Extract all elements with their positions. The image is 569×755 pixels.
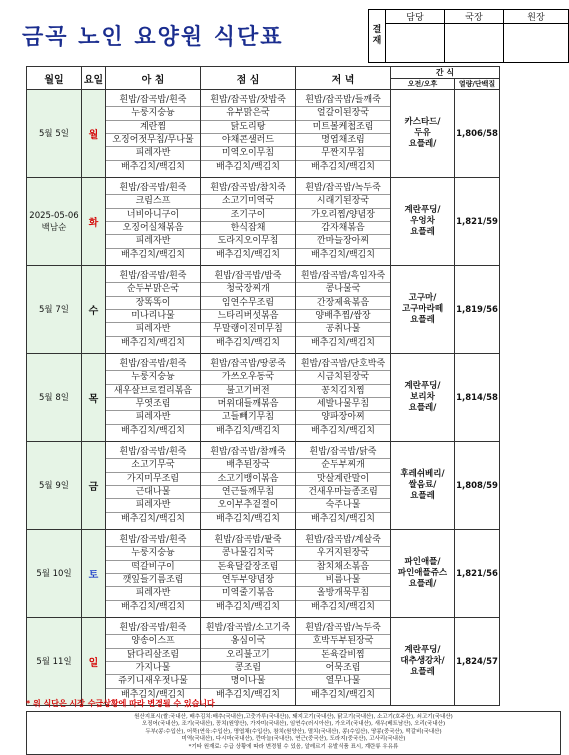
menu-item: 누룽지숭늉 (106, 107, 200, 120)
approval-sign-staff (386, 24, 445, 63)
lunch-menu (201, 618, 296, 706)
menu-item: 흰밥/잡곡밥/계살죽 (296, 534, 390, 547)
breakfast-menu (106, 90, 201, 178)
menu-item: 오리불고기 (201, 649, 295, 662)
menu-item: 미나리나물 (106, 310, 200, 323)
approval-label: 결재 (369, 10, 386, 63)
day-of-week: 금 (82, 442, 106, 530)
origin-line: 오징어(국내산), 조기(국내산), 꽁치(원양산), 가자미(국내산), 임연수(러시아산), 가오리(국내산), 새우(베트남산), 오리(국내산) (141, 721, 446, 728)
menu-item: 가지미무조림 (106, 473, 200, 486)
menu-item: 배추김치/백김치 (121, 337, 185, 348)
day-of-week: 토 (82, 530, 106, 618)
menu-item: 누룽지숭늉 (106, 371, 200, 384)
menu-item: 미트볼케첩조림 (296, 121, 390, 134)
menu-item: 흰밥/잡곡밥/흑임자죽 (296, 270, 390, 283)
dinner-menu (296, 442, 391, 530)
snack-item: 파인애플/ (404, 557, 441, 567)
menu-item: 돈육달갈장조림 (201, 561, 295, 574)
menu-item: 계란찜 (106, 121, 200, 134)
menu-item: 흰밥/잡곡밥/참깨죽 (201, 446, 295, 459)
menu-item: 콩나물김치국 (201, 547, 295, 560)
menu-item: 오징어실채볶음 (106, 222, 200, 235)
snack-cell (391, 530, 455, 618)
day-of-week: 일 (82, 618, 106, 706)
snack-item: 계란푸딩/ (404, 645, 441, 655)
menu-item: 가오리찜/양념장 (296, 209, 390, 222)
menu-item: 머위대들깨볶음 (201, 398, 295, 411)
origin-line: 미역(국내산), 다시마(국내산), 깐마늘(국내산), 연근(중국산), 도라지(중국산), 고사리(국내산) (181, 736, 406, 743)
date-text: 5월 5일 (39, 128, 69, 139)
lunch-menu (201, 354, 296, 442)
menu-item: 새우살브로컬리볶음 (106, 385, 200, 398)
menu-item: 가쓰오우동국 (201, 371, 295, 384)
day-row (27, 90, 500, 178)
menu-item: 피레자반 (106, 147, 200, 160)
menu-item: 흰밥/잡곡밥/들깨죽 (296, 94, 390, 107)
dinner-menu (296, 90, 391, 178)
menu-item: 순두부맑은국 (106, 283, 200, 296)
snack-item: 보리차 (410, 392, 435, 402)
lunch-menu (201, 442, 296, 530)
kcal-protein: 1,814/58 (455, 354, 500, 442)
menu-item: 흰밥/잡곡밥/흰죽 (106, 446, 200, 459)
menu-item: 숙주나물 (296, 499, 390, 512)
dinner-menu (296, 618, 391, 706)
date-text: 5월 8일 (39, 392, 69, 403)
day-date (27, 442, 82, 530)
menu-item: 흰밥/잡곡밥/흰죽 (106, 358, 200, 371)
menu-item: 누룽지숭늉 (106, 547, 200, 560)
page-title: 금곡 노인 요양원 식단표 (22, 25, 284, 50)
menu-item: 흰밥/잡곡밥/녹두죽 (296, 182, 390, 195)
header-dinner: 저 녁 (296, 67, 391, 90)
menu-item: 양파장아찌 (296, 411, 390, 424)
menu-item: 소고기뱅이볶음 (201, 473, 295, 486)
menu-item: 배추김치/백김치 (311, 337, 375, 348)
snack-item: 우엉차 (410, 216, 435, 226)
menu-item: 야채콘샐러드 (201, 134, 295, 147)
menu-item: 공취나물 (296, 323, 390, 336)
menu-item: 배추김치/백김치 (121, 161, 185, 172)
menu-item: 배추김치/백김치 (216, 337, 280, 348)
menu-item: 소고기무국 (106, 459, 200, 472)
day-of-week: 월 (82, 90, 106, 178)
menu-item: 배추김치/백김치 (216, 513, 280, 524)
menu-item: 배추김치/백김치 (121, 601, 185, 612)
menu-item: 양배추찜/쌈장 (296, 310, 390, 323)
menu-item: 배추김치/백김치 (216, 249, 280, 260)
day-date (27, 618, 82, 706)
menu-item: 배추김치/백김치 (121, 249, 185, 260)
snack-item: 고구마/ (408, 293, 437, 303)
menu-item: 우거지된장국 (296, 547, 390, 560)
date-text: 5월 9일 (39, 480, 69, 491)
date-text: 5월 10일 (36, 568, 72, 579)
menu-item: 한식잡채 (201, 222, 295, 235)
menu-item: 미역오이무침 (201, 147, 295, 160)
menu-item: 꽁치김치찜 (296, 385, 390, 398)
menu-item: 오징어젓무침/무나물 (106, 134, 200, 147)
menu-item: 양송이스프 (106, 635, 200, 648)
snack-item: 고구마라떼 (401, 304, 444, 314)
menu-item: 시금치된장국 (296, 371, 390, 384)
menu-item: 느타리버섯볶음 (201, 310, 295, 323)
menu-item: 맛살계란말이 (296, 473, 390, 486)
menu-item: 피레자반 (106, 411, 200, 424)
day-row (27, 178, 500, 266)
header-date: 월일 (27, 67, 82, 90)
menu-item: 호박두부된장국 (296, 635, 390, 648)
menu-item: 명엽채조림 (296, 134, 390, 147)
day-date (27, 178, 82, 266)
origin-line: 원산지표시(쌀:국내산, 배추김치:배추(국내산),고춧가루(국내산)), 돼지고기(국내산), 닭고기(국내산), 소고기(호주산), 쇠고기(국내산) (134, 714, 453, 720)
menu-item: 배추김치/백김치 (311, 601, 375, 612)
snack-cell (391, 618, 455, 706)
date-subtext: 백남순 (41, 222, 67, 233)
snack-item: 요플레/ (408, 403, 437, 413)
day-row (27, 442, 500, 530)
snack-item: 요플레 (410, 315, 435, 325)
menu-item: 간장제육볶음 (296, 297, 390, 310)
snack-item: 대추생강차/ (400, 656, 445, 666)
breakfast-menu (106, 442, 201, 530)
kcal-protein: 1,824/57 (455, 618, 500, 706)
menu-item: 불고기버전 (201, 385, 295, 398)
menu-item: 배추김치/백김치 (311, 161, 375, 172)
menu-item: 임연수무조림 (201, 297, 295, 310)
menu-item: 흰밥/잡곡밥/소고기죽 (201, 622, 295, 635)
menu-table (26, 66, 500, 706)
menu-item: 참치채소볶음 (296, 561, 390, 574)
day-row (27, 266, 500, 354)
day-date (27, 266, 82, 354)
breakfast-menu (106, 266, 201, 354)
snack-item: 두유 (414, 128, 431, 138)
menu-item: 배추김치/백김치 (121, 513, 185, 524)
menu-item: 흰밥/잡곡밥/잣밥죽 (201, 94, 295, 107)
menu-item: 돈육갈비찜 (296, 649, 390, 662)
menu-item: 배추김치/백김치 (216, 601, 280, 612)
menu-item: 흰밥/잡곡밥/참치죽 (201, 182, 295, 195)
origin-line: 두부(콩:수입산), 어묵(연육:수입산), 명엽채(수입산), 참치(원양산), 멸치(국내산), 콩(수입산), 땅콩(중국산), 떡갈비(국내산) (145, 728, 442, 735)
snack-item: 요플레/ (408, 139, 437, 149)
date-text: 2025-05-06 (29, 210, 79, 221)
menu-item: 도라지오이무침 (201, 235, 295, 248)
kcal-protein: 1,821/59 (455, 178, 500, 266)
menu-item: 소고기미역국 (201, 195, 295, 208)
menu-item: 배추김치/백김치 (311, 425, 375, 436)
menu-item: 옹심이국 (201, 635, 295, 648)
menu-item: 고들빼기무침 (201, 411, 295, 424)
header-lunch: 점 심 (201, 67, 296, 90)
menu-item: 청국장찌개 (201, 283, 295, 296)
kcal-protein: 1,808/59 (455, 442, 500, 530)
day-row (27, 618, 500, 706)
day-date (27, 354, 82, 442)
dinner-menu (296, 530, 391, 618)
snack-item: 후레쉬베리/ (400, 469, 445, 479)
snack-cell (391, 90, 455, 178)
menu-item: 닭다리살조림 (106, 649, 200, 662)
origin-line: *기타 원재료: 수급 상황에 따라 변경될 수 있음, 알레르기 유발식품 표시, 계란류 우유류 (188, 743, 399, 750)
snack-cell (391, 354, 455, 442)
menu-item: 오이부추겉절이 (201, 499, 295, 512)
day-row (27, 530, 500, 618)
menu-item: 깐마늘장아찌 (296, 235, 390, 248)
menu-item: 건새우마늘종조림 (296, 486, 390, 499)
snack-cell (391, 266, 455, 354)
menu-item: 배추김치/백김치 (216, 161, 280, 172)
date-text: 5월 11일 (36, 656, 72, 667)
approval-col-staff: 담당 (386, 10, 445, 24)
lunch-menu (201, 530, 296, 618)
breakfast-menu (106, 618, 201, 706)
menu-item: 무짠지무침 (296, 147, 390, 160)
menu-item: 피레자반 (106, 499, 200, 512)
date-text: 5월 7일 (39, 304, 69, 315)
menu-item: 순두부찌개 (296, 459, 390, 472)
menu-item: 쥬키니새우젓나물 (106, 675, 200, 688)
breakfast-menu (106, 178, 201, 266)
menu-item: 떡갈비구이 (106, 561, 200, 574)
menu-item: 피레자반 (106, 587, 200, 600)
kcal-protein: 1,819/56 (455, 266, 500, 354)
menu-item: 흰밥/잡곡밥/흰죽 (106, 534, 200, 547)
menu-item: 콩조림 (201, 662, 295, 675)
snack-item: 요플레 (410, 491, 435, 501)
snack-item: 계란푸딩/ (404, 205, 441, 215)
menu-item: 연두부양념장 (201, 574, 295, 587)
menu-item: 비름나물 (296, 574, 390, 587)
kcal-protein: 1,821/56 (455, 530, 500, 618)
snack-item: 파인애플쥬스 (397, 568, 448, 578)
day-of-week: 목 (82, 354, 106, 442)
menu-item: 배추된장국 (201, 459, 295, 472)
header-breakfast: 아 침 (106, 67, 201, 90)
menu-item: 흰밥/잡곡밥/녹두죽 (296, 622, 390, 635)
menu-item: 가지나물 (106, 662, 200, 675)
menu-item: 너비아니구이 (106, 209, 200, 222)
menu-item: 흰밥/잡곡밥/흰죽 (106, 94, 200, 107)
lunch-menu (201, 266, 296, 354)
menu-item: 흰밥/잡곡밥/땅콩죽 (201, 358, 295, 371)
menu-item: 감자채볶음 (296, 222, 390, 235)
snack-item: 카스타드/ (404, 117, 441, 127)
day-date (27, 530, 82, 618)
menu-item: 시래기된장국 (296, 195, 390, 208)
approval-box (368, 9, 569, 63)
menu-item: 조기구이 (201, 209, 295, 222)
menu-item: 흰밥/잡곡밥/흰죽 (106, 182, 200, 195)
menu-item: 닭도리탕 (201, 121, 295, 134)
menu-item: 흰밥/잡곡밥/흰죽 (106, 622, 200, 635)
snack-item: 요플레 (410, 227, 435, 237)
menu-item: 흰밥/잡곡밥/밤죽 (201, 270, 295, 283)
lunch-menu (201, 178, 296, 266)
menu-item: 피레자반 (106, 235, 200, 248)
snack-item: 쌀음료/ (408, 480, 437, 490)
menu-item: 미역줄기볶음 (201, 587, 295, 600)
menu-item: 배추김치/백김치 (121, 689, 185, 700)
menu-item: 배추김치/백김치 (216, 425, 280, 436)
menu-item: 배추김치/백김치 (311, 689, 375, 700)
day-date (27, 90, 82, 178)
lunch-menu (201, 90, 296, 178)
dinner-menu (296, 178, 391, 266)
approval-col-director: 국장 (445, 10, 504, 24)
footer-note: * 위 식단은 시장 수급상황에 따라 변경될 수 있습니다 (26, 699, 215, 708)
day-of-week: 화 (82, 178, 106, 266)
menu-item: 명이나물 (201, 675, 295, 688)
menu-body (27, 90, 500, 706)
header-kcal: 열량/단백질 (455, 79, 500, 90)
menu-item: 근대나물 (106, 486, 200, 499)
menu-item: 얼갈이된장국 (296, 107, 390, 120)
snack-item: 계란푸딩/ (404, 381, 441, 391)
header-snack-sub: 오전/오후 (391, 79, 455, 90)
dinner-menu (296, 266, 391, 354)
menu-item: 연근들깨무침 (201, 486, 295, 499)
approval-sign-director (445, 24, 504, 63)
menu-item: 콩나물국 (296, 283, 390, 296)
menu-item: 어묵조림 (296, 662, 390, 675)
menu-item: 깻잎들기름조림 (106, 574, 200, 587)
menu-item: 흰밥/잡곡밥/팥죽 (201, 534, 295, 547)
approval-col-head: 원장 (504, 10, 569, 24)
menu-item: 흰밥/잡곡밥/단호박죽 (296, 358, 390, 371)
snack-item: 요플레 (410, 667, 435, 677)
menu-item: 세발나물무침 (296, 398, 390, 411)
menu-item: 흰밥/잡곡밥/닭죽 (296, 446, 390, 459)
menu-item: 유부맑은국 (201, 107, 295, 120)
header-day: 요일 (82, 67, 106, 90)
menu-item: 배추김치/백김치 (216, 689, 280, 700)
menu-item: 배추김치/백김치 (311, 513, 375, 524)
dinner-menu (296, 354, 391, 442)
header-snack: 간 식 (391, 67, 500, 79)
menu-item: 배추김치/백김치 (311, 249, 375, 260)
day-row (27, 354, 500, 442)
footer (26, 698, 561, 755)
snack-cell (391, 442, 455, 530)
menu-item: 무말랭이진미무침 (201, 323, 295, 336)
menu-item: 피레자반 (106, 323, 200, 336)
snack-cell (391, 178, 455, 266)
menu-item: 배추김치/백김치 (121, 425, 185, 436)
menu-item: 열무나물 (296, 675, 390, 688)
menu-item: 크림스프 (106, 195, 200, 208)
breakfast-menu (106, 354, 201, 442)
menu-item: 올방개묵무침 (296, 587, 390, 600)
snack-item: 요플레/ (408, 579, 437, 589)
menu-item: 흰밥/잡곡밥/흰죽 (106, 270, 200, 283)
kcal-protein: 1,806/58 (455, 90, 500, 178)
approval-sign-head (504, 24, 569, 63)
menu-item: 무엿조림 (106, 398, 200, 411)
menu-item: 장똑똑이 (106, 297, 200, 310)
origin-notice (26, 711, 561, 755)
day-of-week: 수 (82, 266, 106, 354)
breakfast-menu (106, 530, 201, 618)
